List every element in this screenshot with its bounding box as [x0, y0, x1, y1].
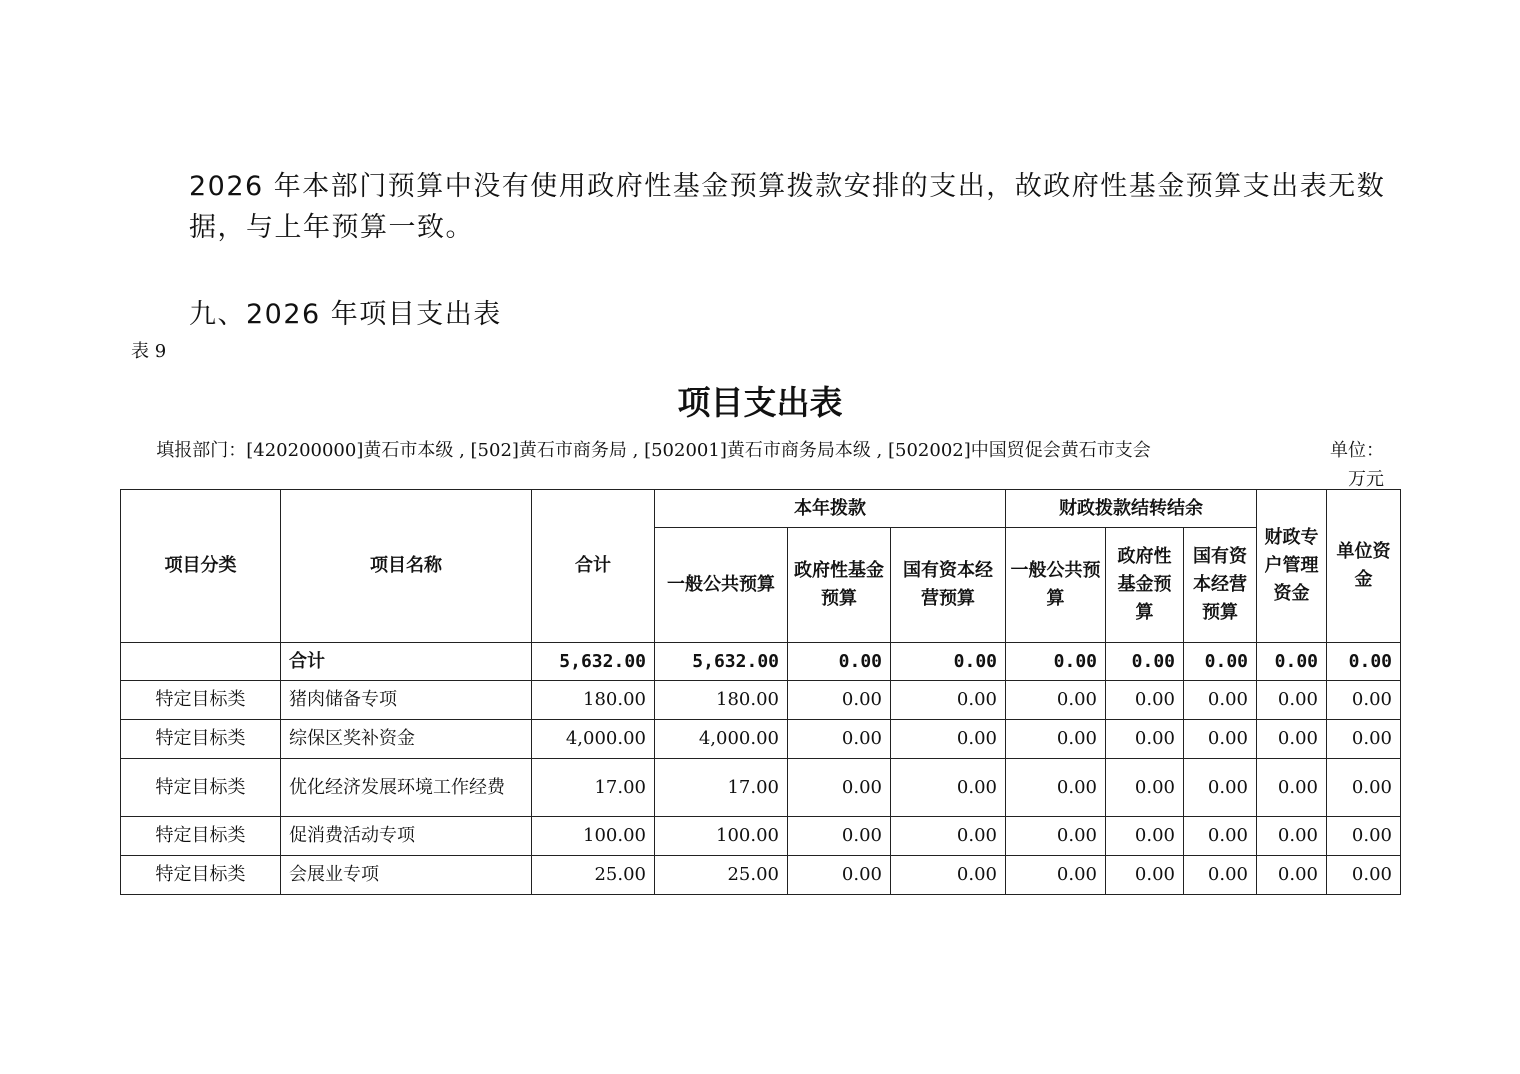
cell-special-account: 0.00: [1257, 720, 1327, 759]
cell-co-gov-fund: 0.00: [1106, 856, 1184, 895]
cell-co-general-public: 0.00: [1006, 759, 1106, 817]
cell-gov-fund: 0.00: [788, 759, 891, 817]
cell-state-capital: 0.00: [891, 759, 1006, 817]
section-heading: 九、2026 年项目支出表: [189, 299, 502, 330]
table-title: 项目支出表: [677, 383, 843, 422]
cell-total: 180.00: [532, 681, 655, 720]
table-row: [121, 856, 1401, 895]
filing-department: 填报部门：[420200000]黄石市本级 , [502]黄石市商务局 , [502001]黄石市商务局本级 , [502002]中国贸促会黄石市支会: [156, 440, 1151, 461]
row-name: 促消费活动专项: [281, 817, 532, 856]
cell-gov-fund: 0.00: [788, 817, 891, 856]
table-row: [121, 759, 1401, 817]
cell-unit-fund: 0.00: [1327, 681, 1401, 720]
cell-unit-fund: 0.00: [1327, 856, 1401, 895]
cell-special-account: 0.00: [1257, 643, 1327, 681]
row-category: 特定目标类: [121, 720, 281, 759]
cell-special-account: 0.00: [1257, 817, 1327, 856]
cell-general-public: 180.00: [655, 681, 788, 720]
cell-co-gov-fund: 0.00: [1106, 817, 1184, 856]
row-name: 会展业专项: [281, 856, 532, 895]
cell-co-general-public: 0.00: [1006, 817, 1106, 856]
cell-co-general-public: 0.00: [1006, 681, 1106, 720]
cell-total: 100.00: [532, 817, 655, 856]
cell-co-gov-fund: 0.00: [1106, 681, 1184, 720]
row-name: 合计: [281, 643, 532, 681]
header-gov-fund: 政府性基金预算: [788, 528, 891, 643]
cell-total: 5,632.00: [532, 643, 655, 681]
row-category: 特定目标类: [121, 856, 281, 895]
cell-unit-fund: 0.00: [1327, 759, 1401, 817]
header-co-state-capital: 国有资本经营预算: [1184, 528, 1257, 643]
cell-special-account: 0.00: [1257, 856, 1327, 895]
cell-unit-fund: 0.00: [1327, 643, 1401, 681]
header-special-account: 财政专户管理资金: [1257, 490, 1327, 643]
cell-co-state-capital: 0.00: [1184, 856, 1257, 895]
row-name: 综保区奖补资金: [281, 720, 532, 759]
header-unit-fund: 单位资金: [1327, 490, 1401, 643]
row-category: 特定目标类: [121, 817, 281, 856]
cell-general-public: 25.00: [655, 856, 788, 895]
cell-co-gov-fund: 0.00: [1106, 759, 1184, 817]
header-co-gov-fund: 政府性基金预算: [1106, 528, 1184, 643]
cell-unit-fund: 0.00: [1327, 817, 1401, 856]
unit-label: 单位：万元: [1330, 440, 1384, 490]
header-current-year: 本年拨款: [655, 490, 1006, 528]
cell-general-public: 100.00: [655, 817, 788, 856]
intro-paragraph: 2026 年本部门预算中没有使用政府性基金预算拨款安排的支出，故政府性基金预算支出表无数据，与上年预算一致。: [189, 171, 1386, 243]
table-row: [121, 817, 1401, 856]
cell-total: 4,000.00: [532, 720, 655, 759]
cell-co-state-capital: 0.00: [1184, 817, 1257, 856]
cell-co-gov-fund: 0.00: [1106, 720, 1184, 759]
cell-special-account: 0.00: [1257, 681, 1327, 720]
cell-state-capital: 0.00: [891, 681, 1006, 720]
cell-co-general-public: 0.00: [1006, 720, 1106, 759]
cell-gov-fund: 0.00: [788, 720, 891, 759]
cell-state-capital: 0.00: [891, 817, 1006, 856]
cell-co-state-capital: 0.00: [1184, 759, 1257, 817]
cell-state-capital: 0.00: [891, 720, 1006, 759]
total-row: [121, 643, 1401, 681]
cell-special-account: 0.00: [1257, 759, 1327, 817]
cell-gov-fund: 0.00: [788, 856, 891, 895]
header-total: 合计: [532, 490, 655, 643]
table-number: 表 9: [131, 341, 167, 362]
row-name: 猪肉储备专项: [281, 681, 532, 720]
cell-co-state-capital: 0.00: [1184, 720, 1257, 759]
cell-gov-fund: 0.00: [788, 681, 891, 720]
header-general-public: 一般公共预算: [655, 528, 788, 643]
row-category: [121, 643, 281, 681]
header-category: 项目分类: [121, 490, 281, 643]
header-project-name: 项目名称: [281, 490, 532, 643]
cell-co-state-capital: 0.00: [1184, 681, 1257, 720]
cell-co-state-capital: 0.00: [1184, 643, 1257, 681]
row-category: 特定目标类: [121, 759, 281, 817]
table-row: [121, 720, 1401, 759]
header-state-capital: 国有资本经营预算: [891, 528, 1006, 643]
cell-general-public: 5,632.00: [655, 643, 788, 681]
cell-total: 17.00: [532, 759, 655, 817]
cell-state-capital: 0.00: [891, 856, 1006, 895]
cell-state-capital: 0.00: [891, 643, 1006, 681]
row-category: 特定目标类: [121, 681, 281, 720]
row-name: 优化经济发展环境工作经费: [281, 759, 532, 817]
cell-co-general-public: 0.00: [1006, 643, 1106, 681]
cell-general-public: 4,000.00: [655, 720, 788, 759]
header-co-general-public: 一般公共预算: [1006, 528, 1106, 643]
cell-gov-fund: 0.00: [788, 643, 891, 681]
table-row: [121, 681, 1401, 720]
header-carryover: 财政拨款结转结余: [1006, 490, 1257, 528]
project-expenditure-table: [120, 489, 1401, 895]
cell-general-public: 17.00: [655, 759, 788, 817]
cell-total: 25.00: [532, 856, 655, 895]
cell-co-general-public: 0.00: [1006, 856, 1106, 895]
cell-co-gov-fund: 0.00: [1106, 643, 1184, 681]
cell-unit-fund: 0.00: [1327, 720, 1401, 759]
